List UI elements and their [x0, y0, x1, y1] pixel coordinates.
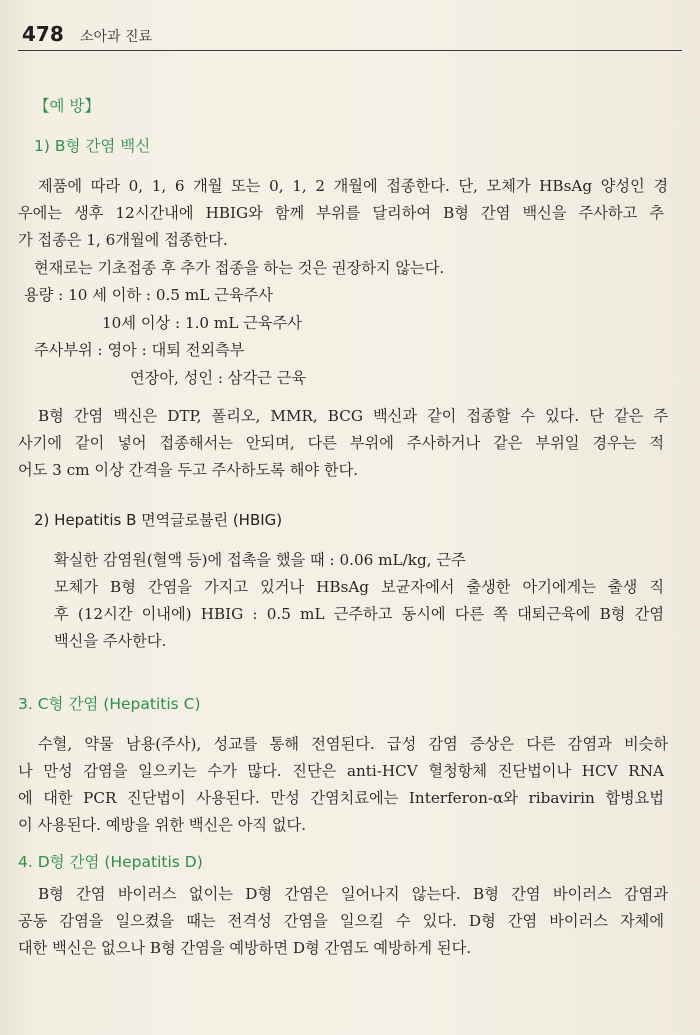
- paragraph-line: 확실한 감염원(혈액 등)에 접촉을 했을 때 : 0.06 mL/kg, 근주: [54, 551, 466, 569]
- paragraph-line: B형 간염 바이러스 없이는 D형 간염은 일어나지 않는다. B형 간염 바이러스 감염과: [38, 885, 668, 903]
- section-title-hepatitis-c: 3. C형 간염 (Hepatitis C): [18, 695, 201, 713]
- paragraph-line: 수혈, 약물 남용(주사), 성교를 통해 전염된다. 급성 감염 증상은 다른 감염과 비슷하: [38, 735, 668, 753]
- dose-line: 10세 이상 : 1.0 mL 근육주사: [102, 314, 302, 332]
- paragraph-line: 모체가 B형 간염을 가지고 있거나 HBsAg 보균자에서 출생한 아기에게는 출생 직: [54, 578, 664, 596]
- paragraph-line: B형 간염 백신은 DTP, 폴리오, MMR, BCG 백신과 같이 접종할 수 있다. 단 같은 주: [38, 407, 668, 425]
- paragraph-line: 백신을 주사한다.: [54, 632, 167, 650]
- page-number: 478: [22, 22, 64, 46]
- section-title-hbig: 2) Hepatitis B 면역글로불린 (HBIG): [34, 511, 283, 529]
- paragraph-line: 에 대한 PCR 진단법이 사용된다. 만성 간염치료에는 Interferon-α와 ribavirin 합병요법: [18, 789, 664, 807]
- paragraph-line: 사기에 같이 넣어 접종해서는 안되며, 다른 부위에 주사하거나 같은 부위일 경우는 적: [18, 434, 664, 452]
- injection-site-line: 주사부위 : 영아 : 대퇴 전외측부: [34, 341, 245, 359]
- paragraph-line: 공동 감염을 일으켰을 때는 전격성 간염을 일으킬 수 있다. D형 간염 바이러스 자체에: [18, 912, 664, 930]
- paragraph-line: 후 (12시간 이내에) HBIG : 0.5 mL 근주하고 동시에 다른 쪽 대퇴근육에 B형 간염: [54, 605, 664, 623]
- dose-line: 용량 : 10 세 이하 : 0.5 mL 근육주사: [24, 286, 273, 304]
- paragraph-line: 어도 3 cm 이상 간격을 두고 주사하도록 해야 한다.: [18, 461, 359, 479]
- paragraph-line: 이 사용된다. 예방을 위한 백신은 아직 없다.: [18, 816, 307, 834]
- paragraph-line: 우에는 생후 12시간내에 HBIG와 함께 부위를 달리하여 B형 간염 백신을 주사하고 추: [18, 204, 664, 222]
- prevention-heading: 【예 방】: [34, 97, 100, 115]
- section-title-hepatitis-d: 4. D형 간염 (Hepatitis D): [18, 853, 203, 871]
- injection-site-line: 연장아, 성인 : 삼각근 근육: [130, 369, 306, 387]
- paragraph-line: 대한 백신은 없으나 B형 간염을 예방하면 D형 간염도 예방하게 된다.: [18, 939, 472, 957]
- paragraph-line: 제품에 따라 0, 1, 6 개월 또는 0, 1, 2 개월에 접종한다. 단, 모체가 HBsAg 양성인 경: [38, 177, 668, 195]
- paragraph-line: 나 만성 감염을 일으키는 수가 많다. 진단은 anti-HCV 혈청항체 진단법이나 HCV RNA: [18, 762, 664, 780]
- running-head: 소아과 진료: [80, 29, 153, 45]
- paragraph-line: 현재로는 기초접종 후 추가 접종을 하는 것은 권장하지 않는다.: [34, 259, 445, 277]
- section-title-hbv-vaccine: 1) B형 간염 백신: [34, 137, 151, 155]
- paragraph-line: 가 접종은 1, 6개월에 접종한다.: [18, 231, 228, 249]
